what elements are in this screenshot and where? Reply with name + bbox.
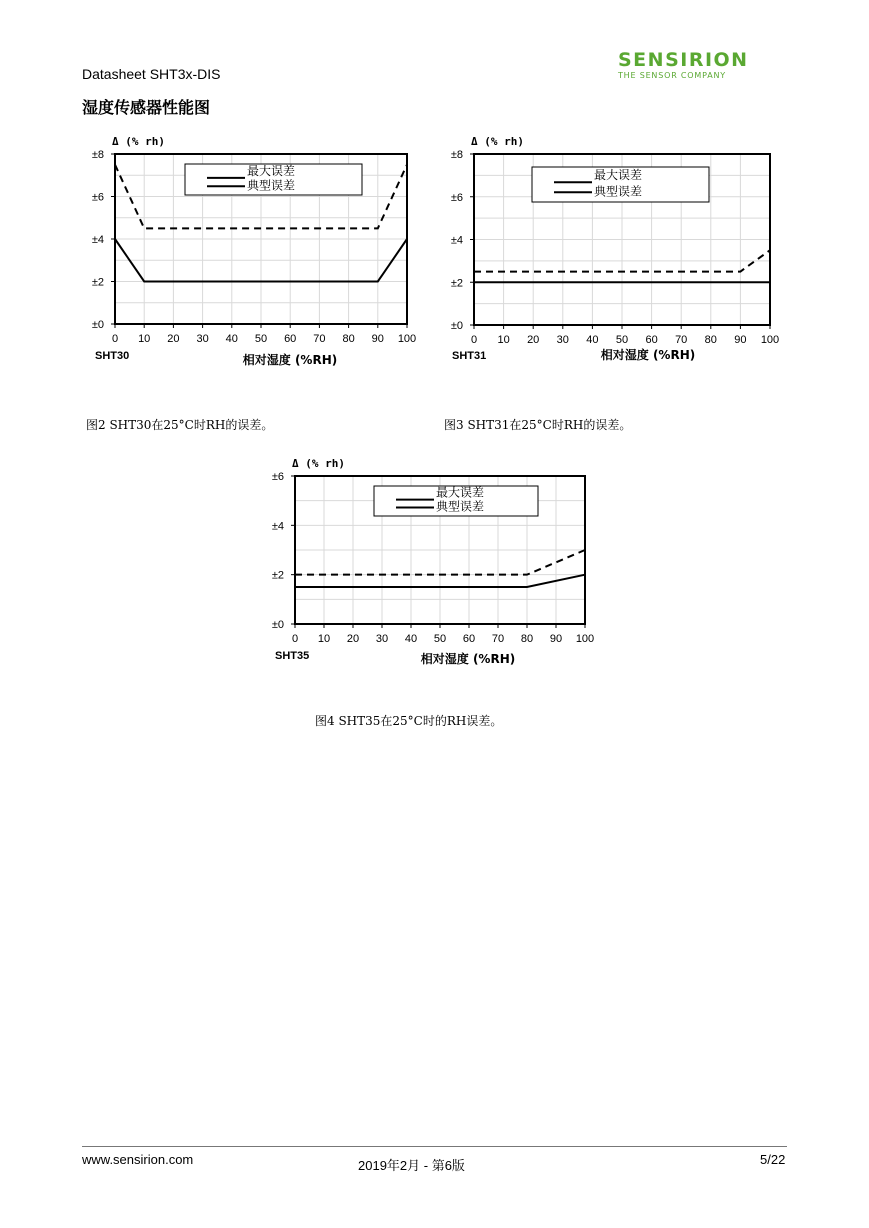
sht35-x-tick-label: 70: [491, 633, 505, 645]
sht30-x-tick-label: 100: [397, 333, 417, 345]
sht30-x-tick-label: 30: [196, 333, 209, 345]
sht35-y-tick-label: ±2: [271, 569, 284, 582]
sht35-x-tick-label: 50: [433, 633, 447, 645]
sht30-y-axis-label: Δ (% rh): [112, 135, 165, 148]
sht31-y-tick-label: ±2: [450, 277, 463, 290]
sht35-x-tick-label: 80: [520, 633, 534, 645]
sht31-x-tick-label: 20: [527, 334, 540, 346]
sht35-x-tick-label: 20: [346, 633, 360, 645]
chart-sht31: [440, 130, 785, 370]
caption-sht30: 图2 SHT30在25°C时RH的误差。: [86, 418, 274, 432]
sht35-model-label: SHT35: [275, 650, 310, 662]
footer-divider: [82, 1146, 787, 1147]
sht31-x-tick-label: 80: [704, 334, 717, 346]
sht30-y-tick-label: ±6: [91, 191, 104, 204]
sht31-y-tick-label: ±6: [450, 191, 463, 204]
sht35-x-tick-label: 90: [549, 633, 563, 645]
sht31-model-label: SHT31: [452, 350, 487, 362]
sht35-legend-typical-label: 典型误差: [436, 499, 485, 514]
sht30-x-axis-label: 相对湿度 (%RH): [242, 353, 338, 367]
sht31-y-tick-label: ±4: [450, 234, 463, 247]
sht31-x-tick-label: 50: [615, 334, 629, 346]
footer-date: 2019年2月 - 第6版: [358, 1158, 465, 1173]
chart-sht30-svg: [80, 130, 420, 370]
sht30-x-tick-label: 60: [284, 333, 297, 345]
logo-tagline: THE SENSOR COMPANY: [618, 71, 726, 80]
sht31-x-tick-label: 40: [586, 334, 599, 346]
sht31-x-tick-label: 30: [556, 334, 569, 346]
sht35-y-tick-label: ±4: [271, 520, 284, 533]
sensirion-logo: [618, 50, 786, 81]
sht35-x-tick-label: 30: [375, 633, 389, 645]
sht30-x-tick-label: 20: [167, 333, 180, 345]
sht31-y-axis-label: Δ (% rh): [471, 135, 524, 148]
sht31-x-tick-label: 60: [645, 334, 658, 346]
sht31-x-tick-label: 100: [760, 334, 780, 346]
sht31-x-tick-label: 0: [470, 334, 478, 346]
sht35-x-tick-label: 40: [404, 633, 418, 645]
footer-url: www.sensirion.com: [82, 1152, 194, 1167]
sht35-x-axis-label: 相对湿度 (%RH): [420, 652, 516, 666]
section-title: 湿度传感器性能图: [82, 98, 211, 117]
sht35-x-tick-label: 100: [575, 633, 595, 645]
sht30-legend-typical-label: 典型误差: [247, 178, 296, 193]
sht31-legend-typical-label: 典型误差: [594, 184, 643, 199]
sht31-y-tick-label: ±8: [450, 149, 463, 161]
sht30-x-tick-label: 0: [111, 333, 119, 345]
sht35-x-tick-label: 10: [317, 633, 331, 645]
sht35-x-tick-label: 60: [462, 633, 476, 645]
chart-sht30: [80, 130, 420, 370]
sht30-x-tick-label: 40: [225, 333, 238, 345]
logo-name: SENSIRION: [618, 49, 749, 71]
sht31-x-tick-label: 90: [734, 334, 747, 346]
caption-sht31: 图3 SHT31在25°C时RH的误差。: [444, 418, 632, 432]
sht31-x-axis-label: 相对湿度 (%RH): [600, 348, 696, 362]
sht31-legend-max-label: 最大误差: [594, 168, 643, 183]
sht35-legend-max-label: 最大误差: [436, 485, 485, 500]
sht30-y-tick-label: ±2: [91, 276, 104, 289]
sht30-x-tick-label: 70: [313, 333, 326, 345]
sht30-y-tick-label: ±0: [91, 319, 104, 331]
sht35-x-tick-label: 0: [291, 633, 299, 645]
sht30-x-tick-label: 90: [371, 333, 384, 345]
sht30-x-tick-label: 80: [342, 333, 355, 345]
sht35-y-tick-label: ±0: [271, 619, 284, 631]
sht30-y-tick-label: ±8: [91, 149, 104, 161]
chart-sht35: [260, 452, 600, 677]
sht31-x-tick-label: 70: [675, 334, 688, 346]
sht30-y-tick-label: ±4: [91, 234, 104, 246]
sht30-legend-max-label: 最大误差: [247, 163, 296, 178]
sht35-y-tick-label: ±6: [271, 471, 284, 483]
sht35-y-axis-label: Δ (% rh): [292, 457, 345, 470]
chart-sht31-svg: [440, 130, 785, 370]
caption-sht35: 图4 SHT35在25°C时的RH误差。: [315, 714, 503, 728]
sht31-y-tick-label: ±0: [450, 320, 463, 332]
sht30-x-tick-label: 10: [138, 333, 151, 345]
chart-sht35-svg: [260, 452, 600, 677]
sht31-x-tick-label: 10: [497, 334, 510, 346]
document-title: Datasheet SHT3x-DIS: [82, 66, 221, 82]
sht30-x-tick-label: 50: [254, 333, 268, 345]
sht30-model-label: SHT30: [95, 350, 130, 362]
footer-page-number: 5/22: [760, 1152, 786, 1167]
